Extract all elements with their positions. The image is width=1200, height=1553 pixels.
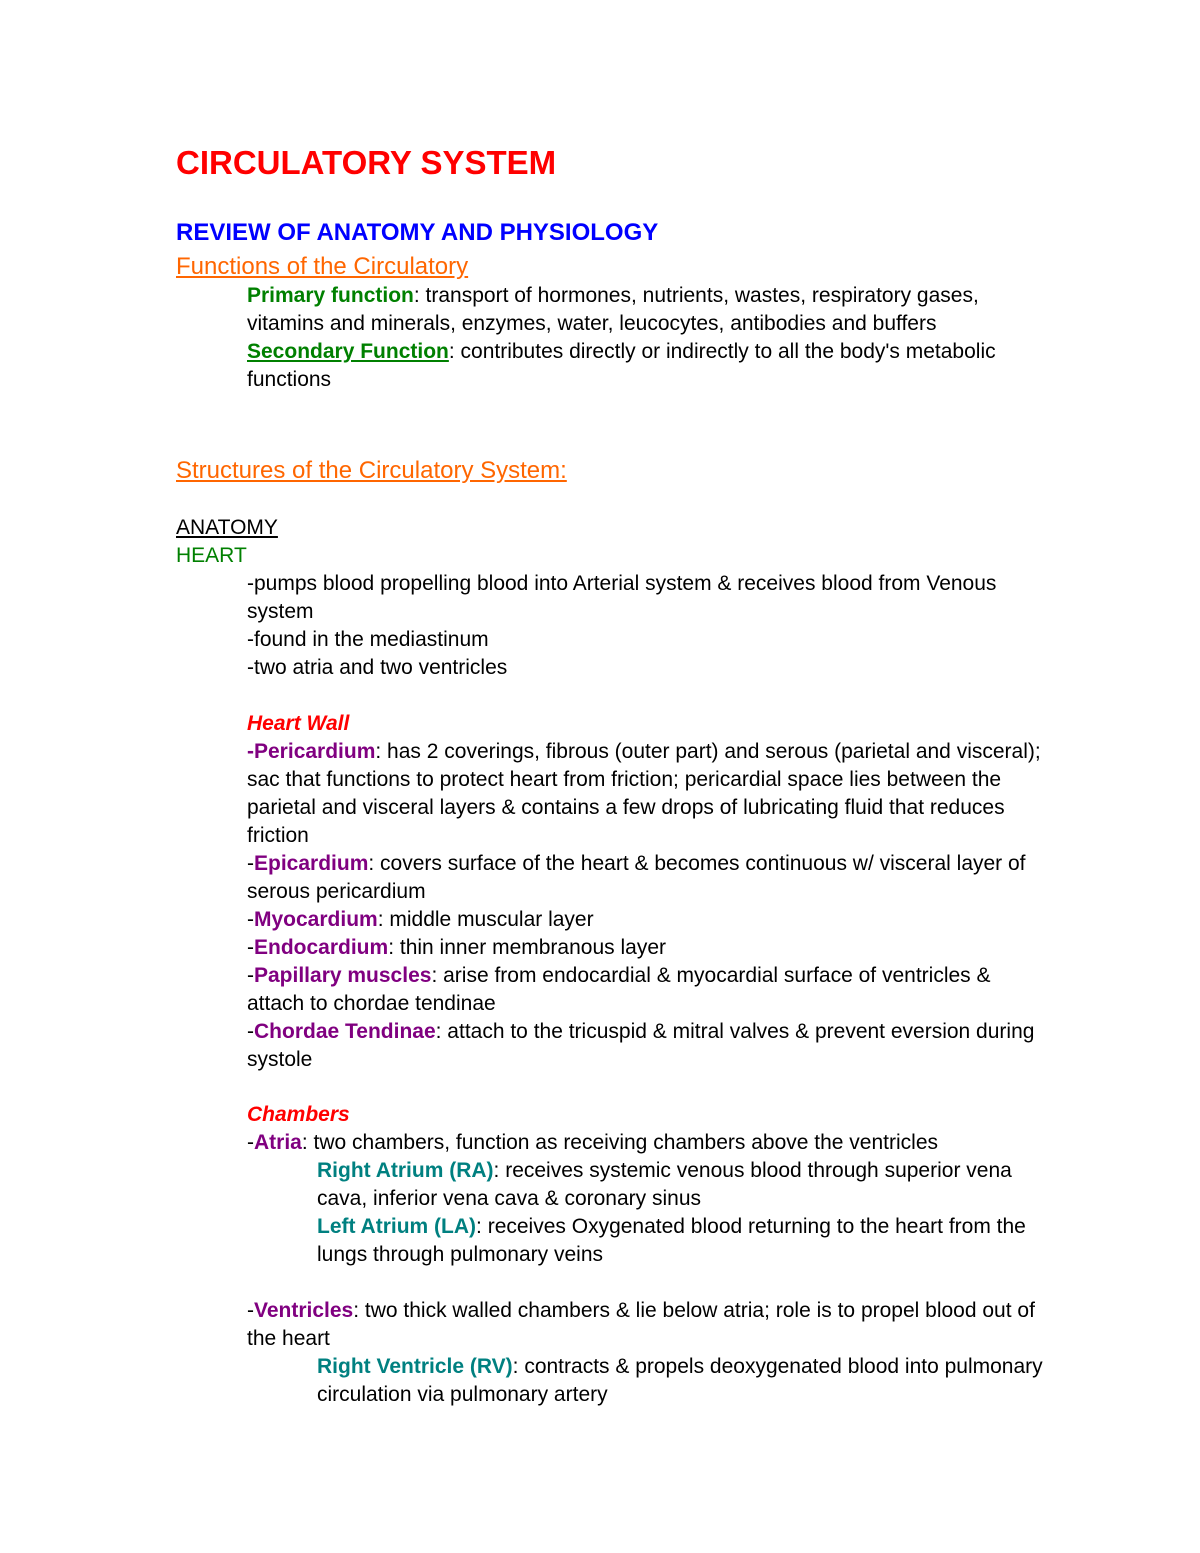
heart-wall-item: -Epicardium: covers surface of the heart & becomes continuous w/ visceral layer of serous pericardium [247,852,1026,903]
myocardium-term: Myocardium [254,908,378,931]
primary-function-text: : transport of hormones, nutrients, wastes, respiratory gases, vitamins and minerals, enzymes, water, leucocytes, antibodies and buffers [247,284,979,335]
atria-subitems [317,1157,1057,1269]
heart-point: -found in the mediastinum [247,628,489,651]
atria-term: Atria [254,1131,302,1154]
heart-wall-heading: Heart Wall [247,712,350,735]
secondary-function-item [247,338,1047,394]
functions-heading: Functions of the Circulatory [176,253,469,280]
heart-wall-item: -Endocardium: thin inner membranous layer [247,936,666,959]
heart-wall-item: -Chordae Tendinae: attach to the tricuspid & mitral valves & prevent eversion during systole [247,1020,1035,1071]
anatomy-label: ANATOMY [176,516,278,539]
heart-points [247,570,1047,682]
document-title: CIRCULATORY SYSTEM [176,144,557,181]
heart-wall-list [247,738,1047,1074]
ventricles-term: Ventricles [254,1299,354,1322]
chambers-heading: Chambers [247,1103,350,1126]
secondary-function-text: : contributes directly or indirectly to all the body's metabolic functions [247,340,996,391]
chordae-tendinae-term: Chordae Tendinae [254,1020,436,1043]
heart-wall-item: -Pericardium: has 2 coverings, fibrous (outer part) and serous (parietal and visceral); sac that functions to protect heart from friction; pericardial space lies between the parietal and visceral layers & contains a few drops of lubricating fluid that reduces friction [247,740,1041,847]
papillary-muscles-term: Papillary muscles [254,964,432,987]
heart-wall-item: -Myocardium: middle muscular layer [247,908,594,931]
right-ventricle-item: Right Ventricle (RV): contracts & propels deoxygenated blood into pulmonary circulation via pulmonary artery [317,1355,1043,1406]
heart-wall-item: -Papillary muscles: arise from endocardial & myocardial surface of ventricles & attach to chordae tendinae [247,964,991,1015]
ventricles-item: -Ventricles: two thick walled chambers & lie below atria; role is to propel blood out of the heart [247,1299,1035,1350]
right-atrium-term: Right Atrium (RA) [317,1159,494,1182]
ventricles-subitems [317,1353,1057,1409]
pericardium-term: Pericardium [254,740,376,763]
primary-function-term: Primary function [247,284,414,307]
document-subtitle: REVIEW OF ANATOMY AND PHYSIOLOGY [176,219,659,246]
primary-function-item [247,282,1047,338]
epicardium-term: Epicardium [254,852,369,875]
left-atrium-term: Left Atrium (LA) [317,1215,477,1238]
right-atrium-item: Right Atrium (RA): receives systemic venous blood through superior vena cava, inferior vena cava & coronary sinus [317,1159,1012,1210]
secondary-function-term: Secondary Function [247,340,449,363]
atria-item: -Atria: two chambers, function as receiving chambers above the ventricles [247,1131,939,1154]
endocardium-term: Endocardium [254,936,389,959]
heart-point: -two atria and two ventricles [247,656,508,679]
right-ventricle-term: Right Ventricle (RV) [317,1355,513,1378]
structures-heading: Structures of the Circulatory System: [176,457,567,484]
heart-point: -pumps blood propelling blood into Arterial system & receives blood from Venous system [247,572,997,623]
heart-label: HEART [176,544,247,567]
functions-section [247,282,1047,394]
left-atrium-item: Left Atrium (LA): receives Oxygenated blood returning to the heart from the lungs through pulmonary veins [317,1215,1026,1266]
